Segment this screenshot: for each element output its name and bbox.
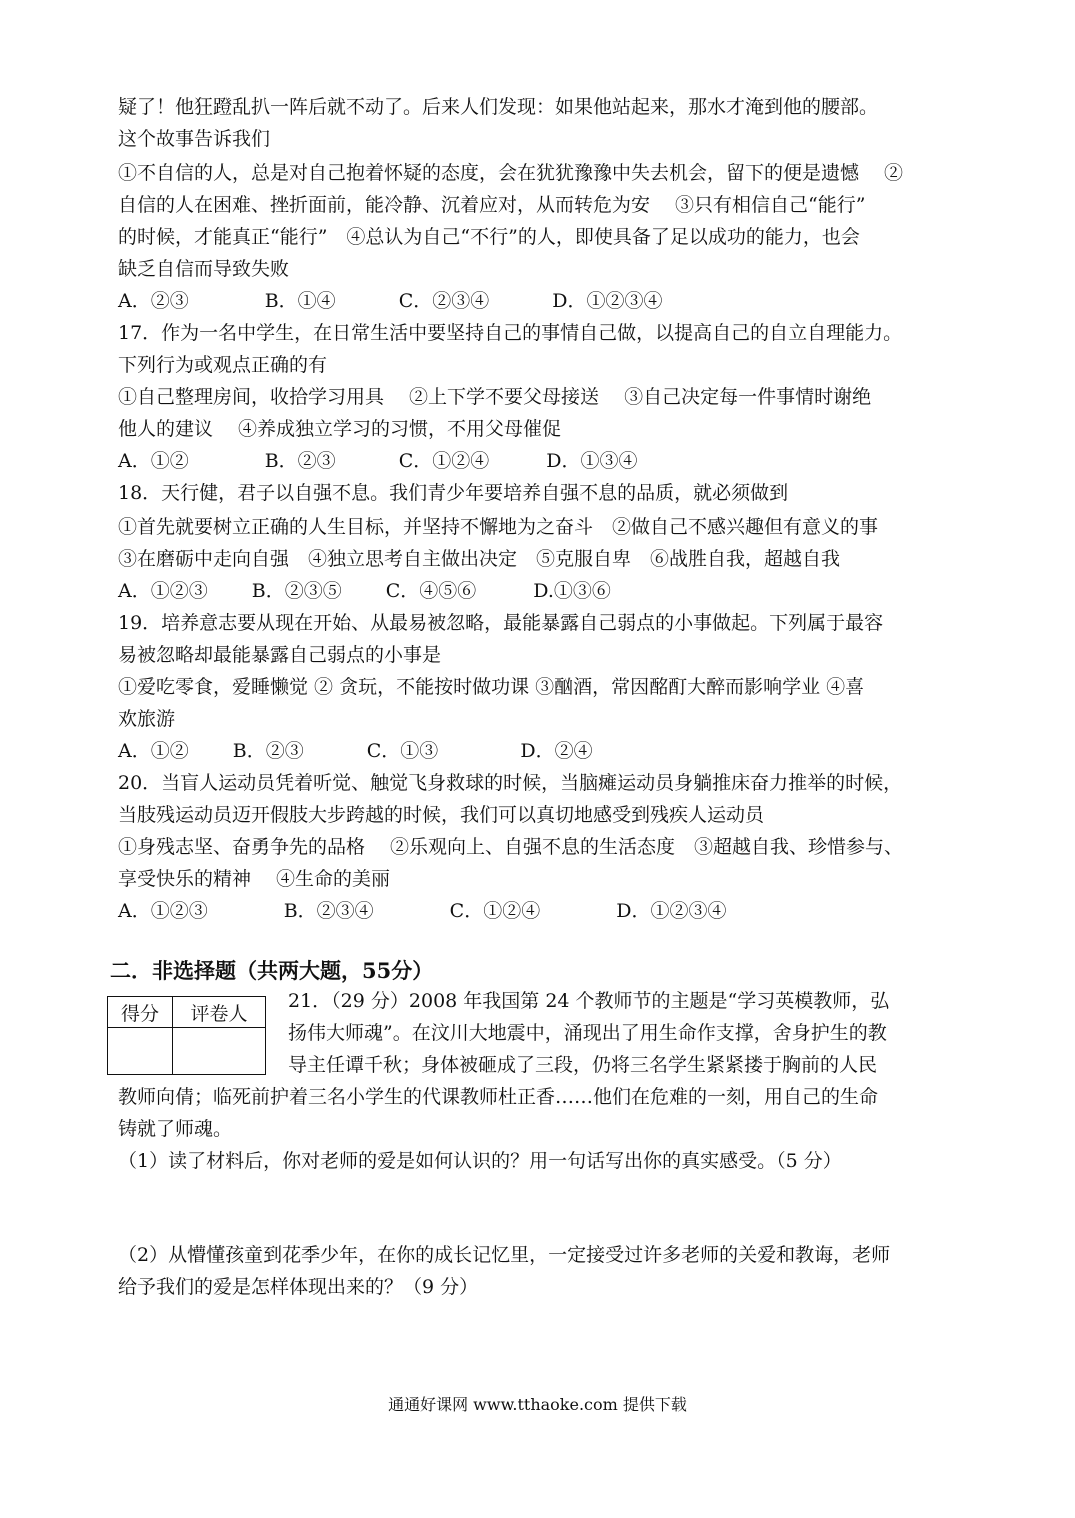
question-21-line: 导主任谭千秋；身体被砸成了三段，仍将三名学生紧紧搂于胸前的人民 — [288, 1054, 878, 1076]
text-line: 疑了！他狂蹬乱扒一阵后就不动了。后来人们发现：如果他站起来，那水才淹到他的腰部。 — [118, 96, 879, 118]
text-line: A．①②③ B．②③④ C．①②④ D．①②③④ — [118, 900, 727, 922]
score-label: 得分 — [108, 997, 173, 1028]
text-line: 缺乏自信而导致失败 — [118, 258, 290, 280]
question-21-line: 给予我们的爱是怎样体现出来的？（9 分） — [118, 1276, 479, 1298]
score-box — [107, 996, 266, 1075]
text-line: 17．作为一名中学生，在日常生活中要坚持自己的事情自己做，以提高自己的自立自理能力。 — [118, 322, 903, 344]
text-line: A．②③ B．①④ C．②③④ D．①②③④ — [118, 290, 663, 312]
score-cell[interactable] — [108, 1028, 173, 1075]
section-heading: 二．非选择题（共两大题，55分） — [110, 958, 434, 983]
text-line: 下列行为或观点正确的有 — [118, 354, 328, 376]
text-line: 享受快乐的精神 ④生命的美丽 — [118, 868, 391, 890]
page-footer: 通通好课网 www.tthaoke.com 提供下载 — [388, 1395, 687, 1414]
text-line: 的时候，才能真正“能行” ④总认为自己“不行”的人，即使具备了足以成功的能力，也会 — [118, 226, 860, 248]
text-line: ①爱吃零食，爱睡懒觉 ② 贪玩，不能按时做功课 ③酗酒，常因酩酊大醉而影响学业 ④喜 — [118, 676, 865, 698]
text-line: 他人的建议 ④养成独立学习的习惯，不用父母催促 — [118, 418, 562, 440]
text-line: ③在磨砺中走向自强 ④独立思考自主做出决定 ⑤克服自卑 ⑥战胜自我，超越自我 — [118, 548, 841, 570]
grader-label: 评卷人 — [173, 997, 266, 1028]
text-line: 18．天行健，君子以自强不息。我们青少年要培养自强不息的品质，就必须做到 — [118, 482, 789, 504]
text-line: ①身残志坚、奋勇争先的品格 ②乐观向上、自强不息的生活态度 ③超越自我、珍惜参与、 — [118, 836, 904, 858]
text-line: 当肢残运动员迈开假肢大步跨越的时候，我们可以真切地感受到残疾人运动员 — [118, 804, 765, 826]
text-line: A．①② B．②③ C．①②④ D．①③④ — [118, 450, 638, 472]
text-line: 这个故事告诉我们 — [118, 128, 271, 150]
text-line: 易被忽略却最能暴露自己弱点的小事是 — [118, 644, 442, 666]
grader-cell[interactable] — [173, 1028, 266, 1075]
text-line: A．①② B．②③ C．①③ D．②④ — [118, 740, 593, 762]
text-line: ①不自信的人，总是对自己抱着怀疑的态度，会在犹犹豫豫中失去机会，留下的便是遗憾 ② — [118, 162, 904, 184]
text-line: ①首先就要树立正确的人生目标，并坚持不懈地为之奋斗 ②做自己不感兴趣但有意义的事 — [118, 516, 879, 538]
text-line: 20．当盲人运动员凭着听觉、触觉飞身救球的时候，当脑瘫运动员身躺推床奋力推举的时候， — [118, 772, 903, 794]
text-line: 19．培养意志要从现在开始、从最易被忽略，最能暴露自己弱点的小事做起。下列属于最容 — [118, 612, 884, 634]
question-21-line: 铸就了师魂。 — [118, 1118, 233, 1140]
question-21-line: （1）读了材料后，你对老师的爱是如何认识的？用一句话写出你的真实感受。（5 分） — [118, 1150, 842, 1172]
question-21-line: 扬伟大师魂”。在汶川大地震中，涌现出了用生命作支撑，舍身护生的教 — [288, 1022, 887, 1044]
question-21-line: （2）从懵懂孩童到花季少年，在你的成长记忆里，一定接受过许多老师的关爱和教诲，老师 — [118, 1244, 891, 1266]
text-line: ①自己整理房间，收拾学习用具 ②上下学不要父母接送 ③自己决定每一件事情时谢绝 — [118, 386, 872, 408]
text-line: A．①②③ B．②③⑤ C．④⑤⑥ D.①③⑥ — [118, 580, 611, 602]
question-21-line: 21．（29 分）2008 年我国第 24 个教师节的主题是“学习英模教师，弘 — [288, 990, 890, 1012]
question-21-line: 教师向倩；临死前护着三名小学生的代课教师杜正香……他们在危难的一刻，用自己的生命 — [118, 1086, 879, 1108]
text-line: 欢旅游 — [118, 708, 176, 730]
text-line: 自信的人在困难、挫折面前，能冷静、沉着应对，从而转危为安 ③只有相信自己“能行” — [118, 194, 866, 216]
